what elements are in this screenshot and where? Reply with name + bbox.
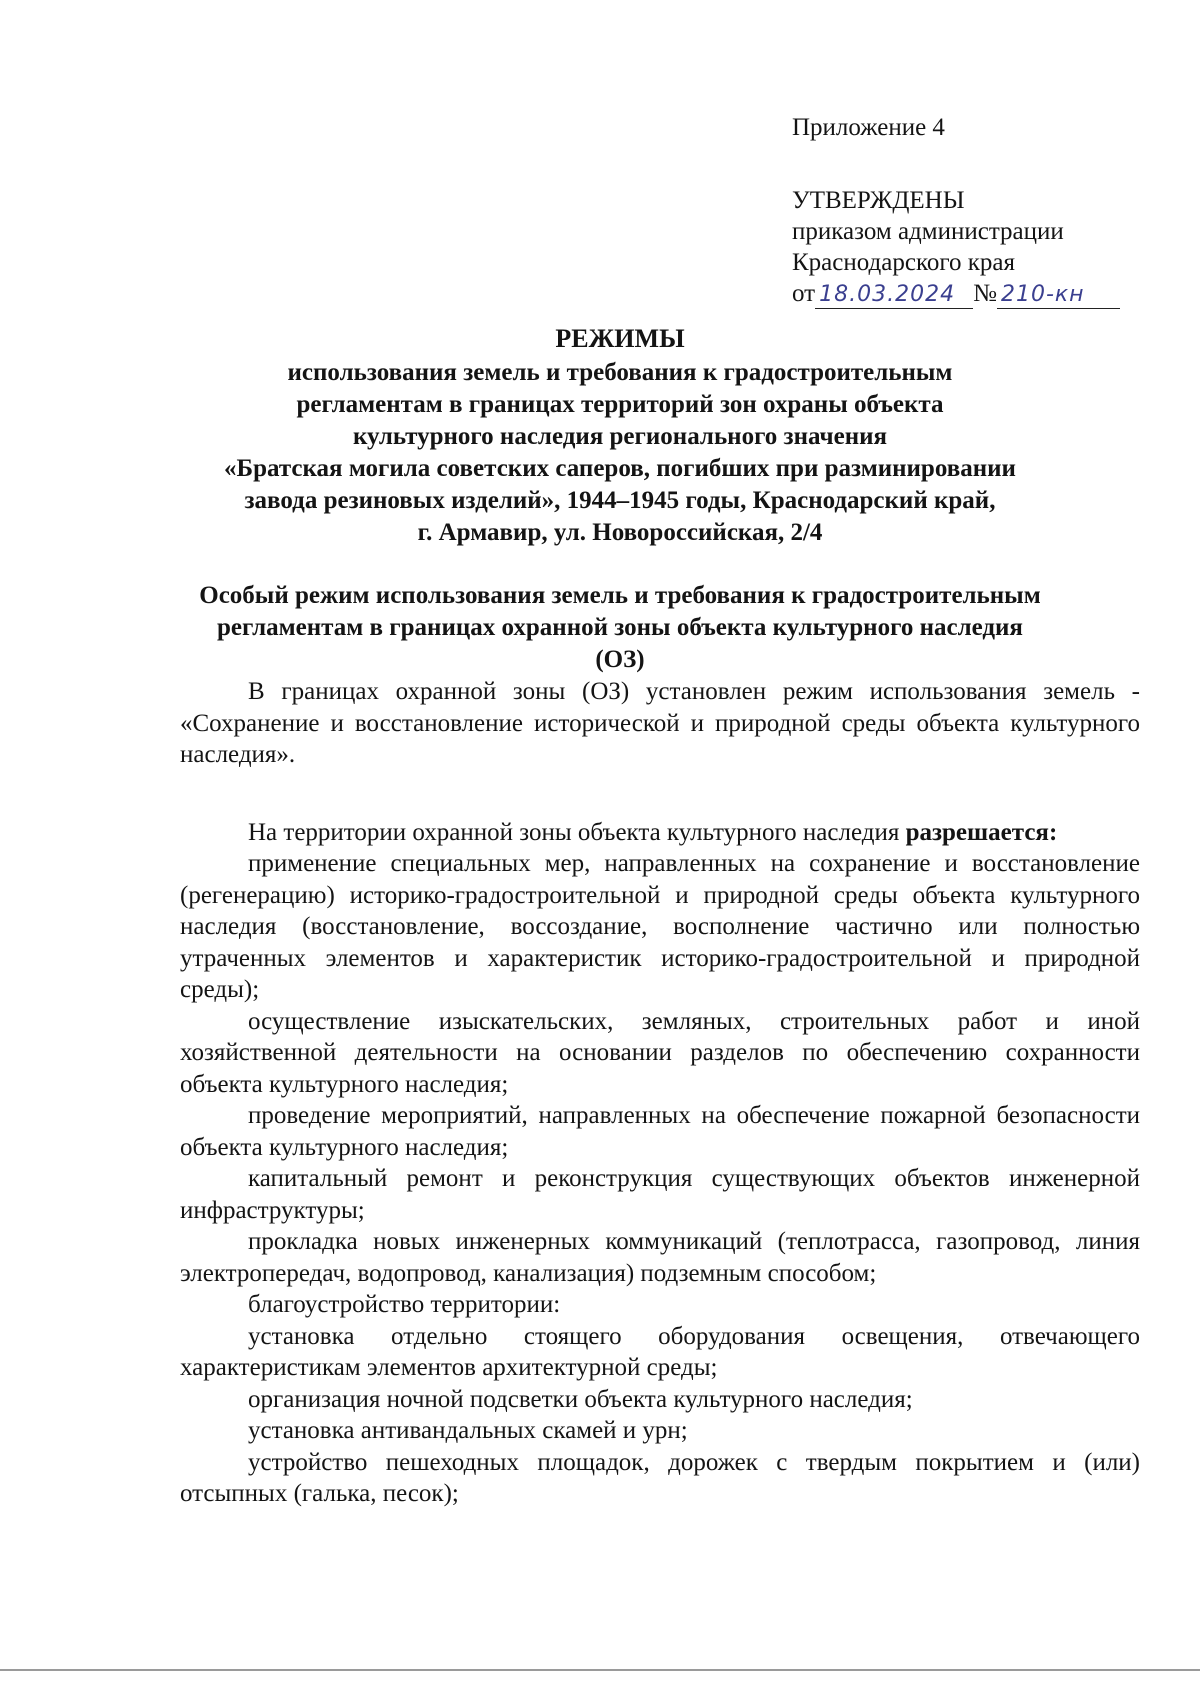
section-heading <box>170 580 1070 676</box>
list-item: установка отдельно стоящего оборудования освещения, отвечающего характеристикам элементов архитектурной среды; <box>180 1322 1140 1381</box>
body-text <box>180 676 1140 1510</box>
title-line: культурного наследия регионального значения <box>352 423 888 450</box>
list-item: организация ночной подсветки объекта культурного наследия; <box>248 1385 913 1413</box>
handwritten-number: 210-кн <box>997 282 1120 309</box>
list-item: капитальный ремонт и реконструкция существующих объектов инженерной инфраструктуры; <box>180 1165 1140 1224</box>
document-title <box>170 323 1070 549</box>
list-item: осуществление изыскательских, земляных, строительных работ и иной хозяйственной деятельности на основании разделов по обеспечению сохранности объекта культурного наследия; <box>180 1007 1140 1098</box>
allowed-prefix: На территории охранной зоны объекта культурного наследия <box>248 818 900 846</box>
title-line: завода резиновых изделий», 1944–1945 годы, Краснодарский край, <box>244 487 996 514</box>
title-line: «Братская могила советских саперов, погибших при разминировании <box>224 455 1016 482</box>
title-line: регламентам в границах территорий зон охраны объекта <box>296 391 944 418</box>
allowed-word: разрешается: <box>905 818 1058 846</box>
section-heading-line: регламентам в границах охранной зоны объекта культурного наследия <box>217 614 1023 641</box>
from-label: от <box>792 280 816 307</box>
approved-heading: УТВЕРЖДЕНЫ <box>792 187 965 214</box>
list-item: установка антивандальных скамей и урн; <box>248 1417 688 1444</box>
order-date-number-line <box>792 278 1120 309</box>
list-item: прокладка новых инженерных коммуникаций (теплотрасса, газопровод, линия электропередач, водопровод, канализация) подземным способом; <box>180 1228 1140 1287</box>
order-line-1: приказом администрации <box>792 218 1064 245</box>
handwritten-date: 18.03.2024 <box>815 282 973 309</box>
title-line: г. Армавир, ул. Новороссийская, 2/4 <box>417 519 823 546</box>
allowed-paragraph <box>180 817 1140 849</box>
section-heading-line: Особый режим использования земель и требования к градостроительным <box>199 582 1041 609</box>
list-item: благоустройство территории: <box>248 1291 561 1318</box>
number-label: № <box>973 280 997 307</box>
intro-paragraph: В границах охранной зоны (ОЗ) установлен режим использования земель - «Сохранение и восстановление исторической и природной среды объекта культурного наследия». <box>180 678 1140 768</box>
title-main: РЕЖИМЫ <box>555 324 685 353</box>
title-line: использования земель и требования к градостроительным <box>287 359 953 386</box>
list-item: применение специальных мер, направленных на сохранение и восстановление (регенерацию) историко-градостроительной и природной среды объекта культурного наследия (восстановление, воссоздание, восполнение частично или полностью утраченных элементов и характеристик историко-градостроительной и природной среды); <box>180 850 1140 1003</box>
section-heading-line: (ОЗ) <box>595 646 645 673</box>
appendix-label: Приложение 4 <box>792 114 945 141</box>
list-item: устройство пешеходных площадок, дорожек с твердым покрытием и (или) отсыпных (галька, песок); <box>180 1448 1140 1507</box>
scan-bottom-line <box>0 1669 1200 1671</box>
order-line-2: Краснодарского края <box>792 249 1015 276</box>
approval-block <box>792 112 1120 309</box>
list-item: проведение мероприятий, направленных на обеспечение пожарной безопасности объекта культурного наследия; <box>180 1102 1140 1161</box>
